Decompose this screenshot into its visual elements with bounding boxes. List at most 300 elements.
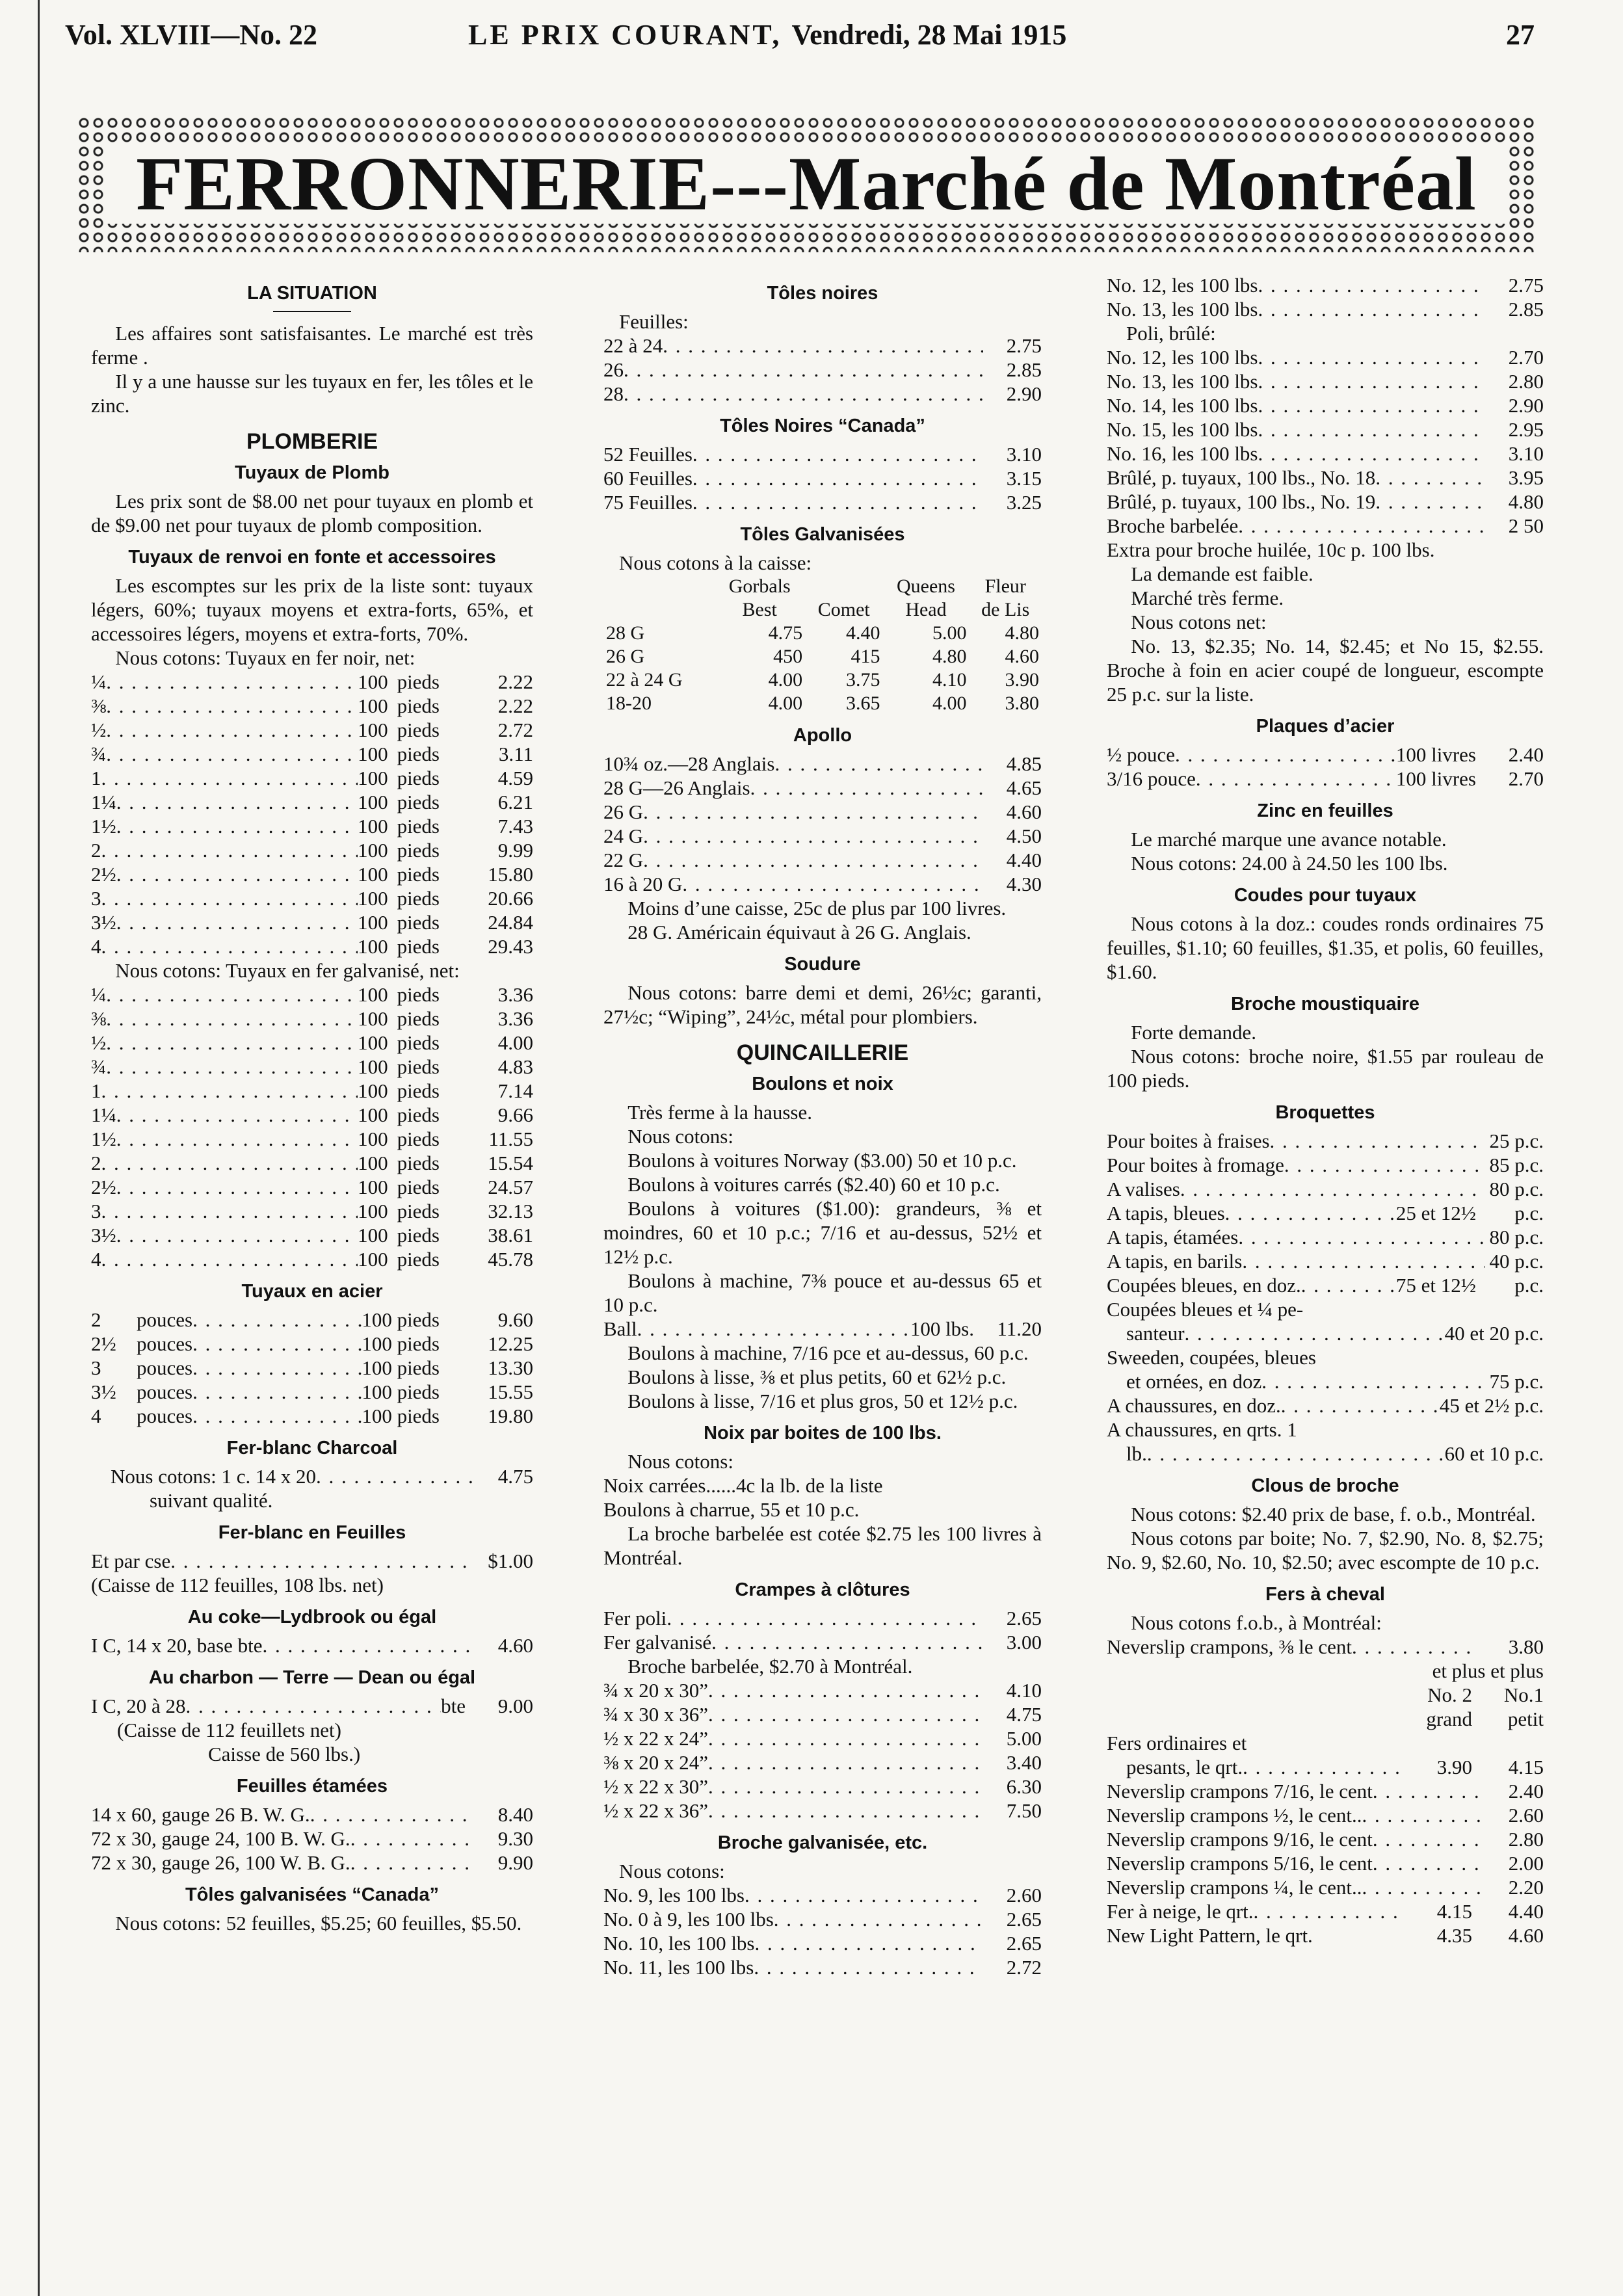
paragraph: Broche barbelée, $2.70 à Montréal. (627, 1655, 913, 1678)
table-row (603, 692, 1042, 715)
price-row (1107, 466, 1544, 490)
item-size: ¾ (91, 1055, 107, 1078)
item-price: 2.72 (497, 719, 533, 741)
price-row (603, 1955, 1042, 1979)
item-label: No. 9, les 100 lbs (603, 1884, 745, 1907)
price-row (603, 490, 1042, 514)
price-row (91, 742, 533, 766)
price-cell: 415 (851, 646, 880, 667)
paragraph: Boulons à voitures carrés ($2.40) 60 et 10 p.c. (627, 1173, 1000, 1196)
price-row (91, 1356, 533, 1380)
price-row (91, 1802, 533, 1827)
paragraph: La broche barbelée est cotée $2.75 les 100 livres à Montréal. (603, 1522, 1042, 1569)
item-price: 2.70 (1508, 767, 1544, 790)
item-label: No. 13, les 100 lbs (1107, 370, 1258, 393)
price-row (603, 800, 1042, 824)
item-price: 4.50 (1006, 825, 1042, 847)
price-list-fer-galvanise (91, 983, 533, 1271)
price-cell: 4.00 (768, 693, 803, 714)
price-row (91, 838, 533, 862)
price-cell: 4.10 (932, 669, 967, 691)
item-size: 3 (91, 1356, 101, 1379)
price-row (603, 776, 1042, 800)
note: (Caisse de 112 feuilles, 108 lbs. net) (91, 1574, 384, 1596)
price-row (1107, 1779, 1544, 1803)
price-row (1107, 767, 1544, 791)
item-qty: 100 (358, 983, 388, 1006)
heading-charbon: Au charbon — Terre — Dean ou égal (148, 1667, 476, 1688)
price-row (1107, 514, 1544, 538)
item-label: Fer poli (603, 1607, 667, 1630)
item-price: 3.10 (1006, 443, 1042, 466)
item-qty: 100 (358, 1128, 388, 1150)
price-row (1107, 1273, 1544, 1297)
paragraph: La demande est faible. (1131, 562, 1313, 585)
price-row (1107, 1827, 1544, 1851)
item-size: 4 (91, 1405, 101, 1427)
item-size: 1¼ (91, 1103, 116, 1126)
item-size: 3 (91, 1200, 101, 1222)
column-header: Queens (896, 575, 955, 597)
item-unit: pieds (397, 887, 440, 910)
item-price: 29.43 (488, 935, 533, 958)
price-row (91, 1223, 533, 1247)
item-price: 7.50 (1006, 1799, 1042, 1822)
paragraph: Les prix sont de $8.00 net pour tuyaux en plomb et de $9.00 net pour tuyaux de plomb composition. (91, 490, 533, 536)
item-label: 72 x 30, gauge 24, 100 B. W. G. (91, 1827, 350, 1850)
column-header: de Lis (981, 599, 1030, 620)
price-row: santeur . . . 40 et 20 p.c. (1107, 1321, 1544, 1345)
item-unit: pieds (397, 1031, 440, 1054)
item-price: 4.85 (1006, 752, 1042, 775)
item-qty: 100 (358, 743, 388, 765)
note: Caisse de 560 lbs.) (208, 1743, 361, 1765)
subheading: Poli, brûlé: (1126, 322, 1216, 345)
paragraph: Nous cotons: barre demi et demi, 26½c; garanti, 27½c; “Wiping”, 24½c, métal pour plombiers. (603, 981, 1042, 1028)
item-price: 9.66 (497, 1103, 533, 1126)
item-label: 75 Feuilles (603, 491, 693, 514)
item-qty: 100 (358, 815, 388, 838)
price-list-toles-noires (603, 334, 1042, 406)
heading-toles-noires-canada: Tôles Noires “Canada” (720, 416, 925, 436)
price-cell: 3.65 (845, 693, 880, 714)
item-label: Brûlé, p. tuyaux, 100 lbs., No. 18 (1107, 466, 1376, 489)
item-qty: 100 (358, 670, 388, 693)
item-label: 16 à 20 G (603, 873, 683, 895)
price-row (91, 1380, 533, 1404)
item-size: ¼ (91, 983, 107, 1006)
item-label: No. 11, les 100 lbs (603, 1956, 754, 1979)
price-row (603, 442, 1042, 466)
price-cell: 3.90 (1005, 669, 1039, 691)
price-list-broche-continued (1107, 273, 1544, 321)
item-label: 24 G (603, 825, 644, 847)
item-unit: pieds (397, 983, 440, 1006)
item-label: No. 12, les 100 lbs (1107, 274, 1258, 297)
item-label: Pour boites à fraises (1107, 1129, 1270, 1152)
item-price: 3.40 (1006, 1751, 1042, 1774)
price-row (91, 910, 533, 934)
item-size: 2 (91, 1308, 101, 1331)
price-row (1107, 490, 1544, 514)
paragraph: Nous cotons: (627, 1125, 733, 1148)
volume-number: Vol. XLVIII—No. 22 (65, 19, 317, 51)
heading-boulons: Boulons et noix (752, 1074, 893, 1094)
price-row (603, 1883, 1042, 1907)
item-price: 2.80 (1508, 1828, 1544, 1851)
item-price: 3.25 (1006, 491, 1042, 514)
item-label: Neverslip crampons 7/16, le cent (1107, 1780, 1373, 1802)
table-row (603, 668, 1042, 692)
price-row (91, 1031, 533, 1055)
paragraph: Extra pour broche huilée, 10c p. 100 lbs. (1107, 538, 1435, 561)
price-cell: 4.00 (768, 669, 803, 691)
price-row (1107, 417, 1544, 442)
item-unit: pouces (137, 1332, 193, 1355)
price-cell: 4.00 (932, 693, 967, 714)
price-row (91, 1151, 533, 1175)
heading-plomberie: PLOMBERIE (246, 429, 378, 454)
item-discount: 25 et 12½ (1395, 1202, 1476, 1224)
paragraph: Les escomptes sur les prix de la liste sont: tuyaux légers, 60%; tuyaux moyens et extra-forts, 65%, et accessoires légers, moyens et extra-forts, 70%. (91, 574, 533, 645)
heading-moustiquaire: Broche moustiquaire (1230, 994, 1420, 1014)
item-price: 2.22 (497, 694, 533, 717)
item-price: 12.25 (488, 1332, 533, 1355)
price-list-fer-noir (91, 670, 533, 958)
item-size: 3½ (91, 1224, 116, 1247)
item-label: 26 G (603, 800, 644, 823)
heading-fers-cheval: Fers à cheval (1265, 1584, 1385, 1605)
paragraph: Très ferme à la hausse. (627, 1101, 812, 1124)
item-price: 2.00 (1508, 1852, 1544, 1875)
heading-crampes: Crampes à clôtures (735, 1579, 910, 1600)
item-price: 13.30 (488, 1356, 533, 1379)
price-row (91, 1308, 533, 1332)
price-cell: 4.75 (768, 622, 803, 644)
item-price: 4.83 (497, 1055, 533, 1078)
heading-fer-blanc-feuilles: Fer-blanc en Feuilles (218, 1522, 406, 1543)
item-price: 2.60 (1006, 1884, 1042, 1907)
item-price: 9.60 (497, 1308, 533, 1331)
subheading: Nous cotons: (619, 1860, 725, 1882)
heading-feuilles-etamees: Feuilles étamées (236, 1776, 388, 1797)
item-unit: pieds (397, 767, 440, 789)
item-size: 3½ (91, 1380, 116, 1403)
price-row (603, 848, 1042, 872)
column-header: grand petit (1426, 1708, 1544, 1730)
price-row (603, 1606, 1042, 1630)
paragraph: Boulons à machine, 7/16 pce et au-dessus, 60 p.c. (627, 1341, 1029, 1364)
price-row (603, 1750, 1042, 1775)
item-unit: pieds (397, 694, 440, 717)
item-price: 9.90 (497, 1851, 533, 1874)
item-qty: 100 (358, 694, 388, 717)
heading-tuyaux-plomb: Tuyaux de Plomb (235, 462, 389, 483)
price-list-apollo (603, 752, 1042, 896)
price-row (1107, 1851, 1544, 1875)
price-row (91, 862, 533, 886)
item-label: Neverslip crampons 9/16, le cent (1107, 1828, 1373, 1851)
item-size: ¼ (91, 670, 107, 693)
price-row (603, 1630, 1042, 1654)
price-row (1107, 393, 1544, 417)
item-price: 2.65 (1006, 1607, 1042, 1630)
item-price: 2.72 (1006, 1956, 1042, 1979)
heading-quincaillerie: QUINCAILLERIE (736, 1040, 909, 1065)
item-unit: pieds (397, 1200, 440, 1222)
item-price: 2.90 (1508, 394, 1544, 417)
price-row (91, 1055, 533, 1079)
item-price: 2.85 (1006, 358, 1042, 381)
item-label: Neverslip crampons 5/16, le cent (1107, 1852, 1373, 1875)
item-size: ½ (91, 719, 107, 741)
column-header: Head (905, 599, 947, 620)
price-row (91, 790, 533, 814)
page-number: 27 (1506, 19, 1535, 51)
price-cell: 4.80 (1005, 622, 1039, 644)
paragraph: Boulons à voitures Norway ($3.00) 50 et 10 p.c. (627, 1149, 1017, 1172)
item-price: 85 p.c. (1489, 1154, 1544, 1176)
table-row (603, 622, 1042, 645)
item-qty: 100 (358, 1248, 388, 1271)
item-price: 3.36 (497, 983, 533, 1006)
item-qty: 100 (358, 719, 388, 741)
item-price: 80 p.c. (1489, 1178, 1544, 1200)
item-price: 2.65 (1006, 1932, 1042, 1955)
paragraph: Nous cotons: Tuyaux en fer galvanisé, net: (115, 959, 460, 982)
gauge-label: 22 à 24 G (606, 669, 683, 691)
price-list-fers (1107, 1779, 1544, 1899)
heading-toles-noires: Tôles noires (767, 283, 878, 304)
subheading: Feuilles: (619, 310, 689, 333)
column-header: Fleur (984, 575, 1026, 597)
price-row (603, 1702, 1042, 1726)
price-list-crampes-sizes (603, 1678, 1042, 1823)
item-qty: 100 (358, 1055, 388, 1078)
item-label: 22 à 24 (603, 334, 663, 357)
item-price: 3.11 (498, 743, 533, 765)
price-list-etamees (91, 1802, 533, 1875)
heading-noix: Noix par boites de 100 lbs. (704, 1423, 942, 1444)
heading-tuyaux-acier: Tuyaux en acier (241, 1281, 383, 1302)
price-row (91, 1199, 533, 1223)
item-qty: 100 (358, 839, 388, 862)
item-price: 15.80 (488, 863, 533, 886)
item-price: 32.13 (488, 1200, 533, 1222)
list-line: Coupées bleues et ¼ pe- (1107, 1298, 1304, 1321)
item-qty: 100 livres (1395, 743, 1476, 766)
column-3 (1107, 273, 1544, 1947)
item-label: No. 15, les 100 lbs (1107, 418, 1258, 441)
item-unit: pieds (397, 1103, 440, 1126)
item-qty: 100 pieds (362, 1308, 440, 1331)
item-unit: pieds (397, 1128, 440, 1150)
column-header (603, 598, 714, 622)
item-price: 8.40 (497, 1803, 533, 1826)
price-row (603, 872, 1042, 896)
price-row (1107, 1225, 1544, 1249)
item-unit: pieds (397, 911, 440, 934)
item-qty: 100 (358, 1007, 388, 1030)
publication-title: LE PRIX COURANT, Vendredi, 28 Mai 1915 (468, 19, 1067, 51)
item-unit: pieds (397, 815, 440, 838)
heading-galv-canada: Tôles galvanisées “Canada” (185, 1884, 440, 1905)
price-row (1107, 1177, 1544, 1201)
item-size: 1½ (91, 815, 116, 838)
item-size: ⅜ (91, 1007, 107, 1030)
price-row (91, 1007, 533, 1031)
item-size: 1 (91, 767, 101, 789)
item-price: 4.40 (1006, 849, 1042, 871)
price-list-broche-galvanisee (603, 1883, 1042, 1979)
price-cell: 5.00 (932, 622, 967, 644)
item-qty: 100 (358, 887, 388, 910)
price-row: Nous cotons: 1 c. 14 x 20 . . . 4.75 (91, 1464, 533, 1488)
item-size: 2½ (91, 863, 116, 886)
paragraph: Marché très ferme. (1131, 587, 1284, 609)
paragraph: Nous cotons à la doz.: coudes ronds ordinaires 75 feuilles, $1.10; 60 feuilles, $1.35, et polis, 60 feuilles, $1.60. (1107, 912, 1544, 983)
running-header (65, 12, 1535, 64)
price-row (603, 1799, 1042, 1823)
price-row (91, 670, 533, 694)
price-row: I C, 20 à 28 . . . bte 9.00 (91, 1694, 533, 1718)
item-unit: pieds (397, 1055, 440, 1078)
item-price: 9.99 (497, 839, 533, 862)
item-label: A tapis, bleues (1107, 1202, 1225, 1224)
paragraph: Moins d’une caisse, 25c de plus par 100 livres. (627, 897, 1007, 919)
item-label: 22 G (603, 849, 644, 871)
price-row (91, 1827, 533, 1851)
price-row (1107, 1153, 1544, 1177)
price-row (91, 1103, 533, 1127)
paragraph: Boulons à machine, 7⅜ pouce et au-dessus 65 et 10 p.c. (603, 1269, 1042, 1316)
price-row (1107, 1129, 1544, 1153)
price-row (91, 1079, 533, 1103)
item-price: 24.57 (488, 1176, 533, 1198)
item-price: 24.84 (488, 911, 533, 934)
item-qty: 100 (358, 767, 388, 789)
gauge-label: 18-20 (606, 693, 652, 714)
price-row: New Light Pattern, le qrt. 4.35 4.60 (1107, 1924, 1544, 1947)
item-label: A valises (1107, 1178, 1180, 1200)
list-line: A chaussures, en qrts. 1 (1107, 1418, 1297, 1441)
item-unit: pieds (397, 719, 440, 741)
item-discount: 75 et 12½ (1395, 1274, 1476, 1297)
item-size: 2½ (91, 1176, 116, 1198)
price-row: lb. . . . 60 et 10 p.c. (1107, 1442, 1544, 1466)
item-size: 3½ (91, 911, 116, 934)
item-label: No. 14, les 100 lbs (1107, 394, 1258, 417)
item-unit: pieds (397, 743, 440, 765)
price-row (91, 983, 533, 1007)
item-label: No. 0 à 9, les 100 lbs (603, 1908, 774, 1931)
item-price: 20.66 (488, 887, 533, 910)
item-qty: 100 livres (1395, 767, 1476, 790)
item-price: 15.54 (488, 1152, 533, 1174)
column-header: et plus et plus (1432, 1659, 1544, 1682)
price-cell: 4.40 (845, 622, 880, 644)
price-row (1107, 1201, 1544, 1225)
price-row (1107, 1803, 1544, 1827)
item-unit: pouces (137, 1356, 193, 1379)
paragraph: Nous cotons f.o.b., à Montréal: (1131, 1611, 1382, 1634)
item-price: 6.30 (1006, 1775, 1042, 1798)
section-banner (77, 116, 1536, 252)
item-price: 9.30 (497, 1827, 533, 1850)
item-price: 3.00 (1006, 1631, 1042, 1654)
heading-soudure: Soudure (784, 954, 861, 975)
item-label: ¾ x 20 x 30” (603, 1679, 709, 1702)
heading-broquettes: Broquettes (1275, 1102, 1375, 1123)
item-qty: 100 pieds (362, 1332, 440, 1355)
item-qty: 100 (358, 1152, 388, 1174)
note: suivant qualité. (150, 1489, 273, 1512)
item-size: ⅜ (91, 694, 107, 717)
price-cell: 3.80 (1005, 693, 1039, 714)
paragraph: Boulons à charrue, 55 et 10 p.c. (603, 1498, 860, 1521)
price-row: Ball . . . 100 lbs. 11.20 (603, 1317, 1042, 1341)
item-price: 19.80 (488, 1405, 533, 1427)
item-price: 2.65 (1006, 1908, 1042, 1931)
price-row: Neverslip crampons, ⅜ le cent . . . 3.80 (1107, 1635, 1544, 1659)
item-unit: pouces (137, 1308, 193, 1331)
item-price: 2.70 (1508, 346, 1544, 369)
price-list-crampes (603, 1606, 1042, 1654)
item-qty: 100 (358, 1200, 388, 1222)
item-size: 4 (91, 1248, 101, 1271)
item-label: 60 Feuilles (603, 467, 693, 490)
item-unit: pieds (397, 839, 440, 862)
item-price: 25 p.c. (1489, 1129, 1544, 1152)
table-header-row (603, 598, 1042, 622)
gauge-label: 26 G (606, 646, 645, 667)
item-label: 10¾ oz.—28 Anglais (603, 752, 775, 775)
column-1 (91, 273, 533, 1935)
item-price: 45.78 (488, 1248, 533, 1271)
price-row (603, 382, 1042, 406)
item-price: 6.21 (497, 791, 533, 813)
item-unit: pieds (397, 791, 440, 813)
item-qty: 100 pieds (362, 1405, 440, 1427)
item-price: 2.90 (1006, 382, 1042, 405)
price-row (1107, 297, 1544, 321)
item-price: 7.14 (497, 1079, 533, 1102)
item-size: 2½ (91, 1332, 116, 1355)
price-row (1107, 369, 1544, 393)
item-price: 15.55 (488, 1380, 533, 1403)
paragraph: Nous cotons: 52 feuilles, $5.25; 60 feuilles, $5.50. (115, 1912, 522, 1934)
item-label: ½ x 22 x 30” (603, 1775, 709, 1798)
paragraph: Forte demande. (1131, 1021, 1257, 1044)
item-unit: pieds (397, 935, 440, 958)
item-price: 3.10 (1508, 442, 1544, 465)
item-price: 2.22 (497, 670, 533, 693)
item-unit: pouces (137, 1405, 193, 1427)
item-size: 3 (91, 887, 101, 910)
price-row (91, 1127, 533, 1151)
price-row (1107, 743, 1544, 767)
paragraph: Nous cotons: 24.00 à 24.50 les 100 lbs. (1131, 852, 1448, 875)
item-label: 52 Feuilles (603, 443, 693, 466)
item-label: No. 10, les 100 lbs (603, 1932, 755, 1955)
heading-zinc: Zinc en feuilles (1257, 800, 1393, 821)
item-unit: pouces (137, 1380, 193, 1403)
item-price: 2.80 (1508, 370, 1544, 393)
item-label: Fer galvanisé (603, 1631, 712, 1654)
item-qty: 100 (358, 1079, 388, 1102)
item-unit: pieds (397, 1007, 440, 1030)
paragraph: Il y a une hausse sur les tuyaux en fer, les tôles et le zinc. (91, 370, 533, 417)
